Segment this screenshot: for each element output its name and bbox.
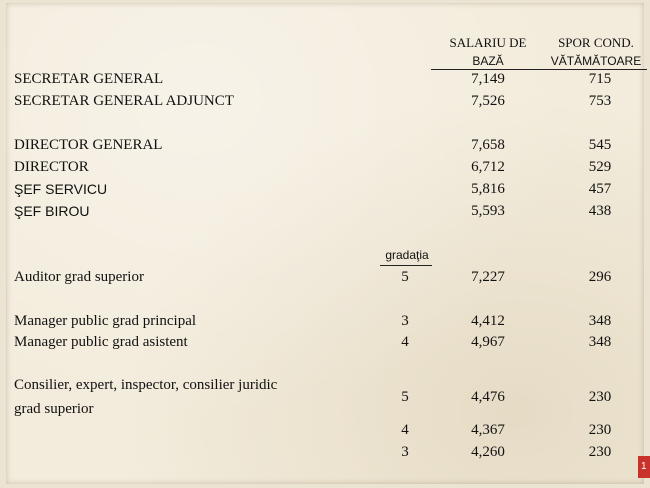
- row-label: ŞEF SERVICU: [14, 181, 108, 197]
- row-spor: 529: [588, 159, 612, 175]
- row-salariu: 4,476: [471, 389, 505, 405]
- row-salariu: 6,712: [471, 159, 505, 175]
- row-spor: 230: [588, 389, 612, 405]
- row-spor: 348: [588, 313, 612, 329]
- row-label: Manager public grad principal: [14, 313, 197, 329]
- row-spor: 457: [588, 181, 612, 197]
- row-spor: 348: [588, 334, 612, 350]
- row-gradatia: 3: [401, 313, 409, 329]
- row-spor: 230: [588, 422, 612, 438]
- row-label: ŞEF BIROU: [14, 203, 90, 219]
- header-spor-line2: VĂTĂMĂTOARE: [550, 54, 642, 68]
- gradatia-rule: [380, 265, 432, 266]
- row-spor: 753: [588, 93, 612, 109]
- row-label: DIRECTOR: [14, 159, 89, 175]
- row-salariu: 4,412: [471, 313, 505, 329]
- header-salariu: [438, 34, 538, 70]
- header-gradatia: gradaţia: [385, 248, 429, 262]
- header-salariu-line1: SALARIU DE: [449, 35, 527, 50]
- row-spor: 438: [588, 203, 612, 219]
- row-gradatia: 4: [401, 422, 409, 438]
- row-salariu: 7,149: [471, 71, 505, 87]
- row-salariu: 7,526: [471, 93, 505, 109]
- row-spor: 296: [588, 269, 612, 285]
- row-gradatia: 4: [401, 334, 409, 350]
- row-salariu: 7,658: [471, 137, 505, 153]
- header-spor: [546, 34, 646, 70]
- row-label: SECRETAR GENERAL ADJUNCT: [14, 93, 234, 109]
- row-gradatia: 5: [401, 269, 409, 285]
- row-salariu: 4,260: [471, 444, 505, 460]
- row-label: SECRETAR GENERAL: [14, 71, 164, 87]
- row-label: Manager public grad asistent: [14, 334, 188, 350]
- page-number-badge: 1: [638, 456, 650, 478]
- row-spor: 715: [588, 71, 612, 87]
- header-spor-line1: SPOR COND.: [558, 35, 634, 50]
- row-label: Auditor grad superior: [14, 269, 144, 285]
- row-gradatia: 5: [401, 389, 409, 405]
- row-label: DIRECTOR GENERAL: [14, 137, 163, 153]
- header-salariu-line2: BAZĂ: [472, 54, 504, 68]
- row-label-line1: Consilier, expert, inspector, consilier juridic: [14, 377, 278, 393]
- row-spor: 230: [588, 444, 612, 460]
- row-salariu: 4,367: [471, 422, 505, 438]
- row-gradatia: 3: [401, 444, 409, 460]
- row-salariu: 5,816: [471, 181, 505, 197]
- row-salariu: 5,593: [471, 203, 505, 219]
- row-spor: 545: [588, 137, 612, 153]
- row-salariu: 4,967: [471, 334, 505, 350]
- row-label-line2: grad superior: [14, 401, 94, 417]
- row-salariu: 7,227: [471, 269, 505, 285]
